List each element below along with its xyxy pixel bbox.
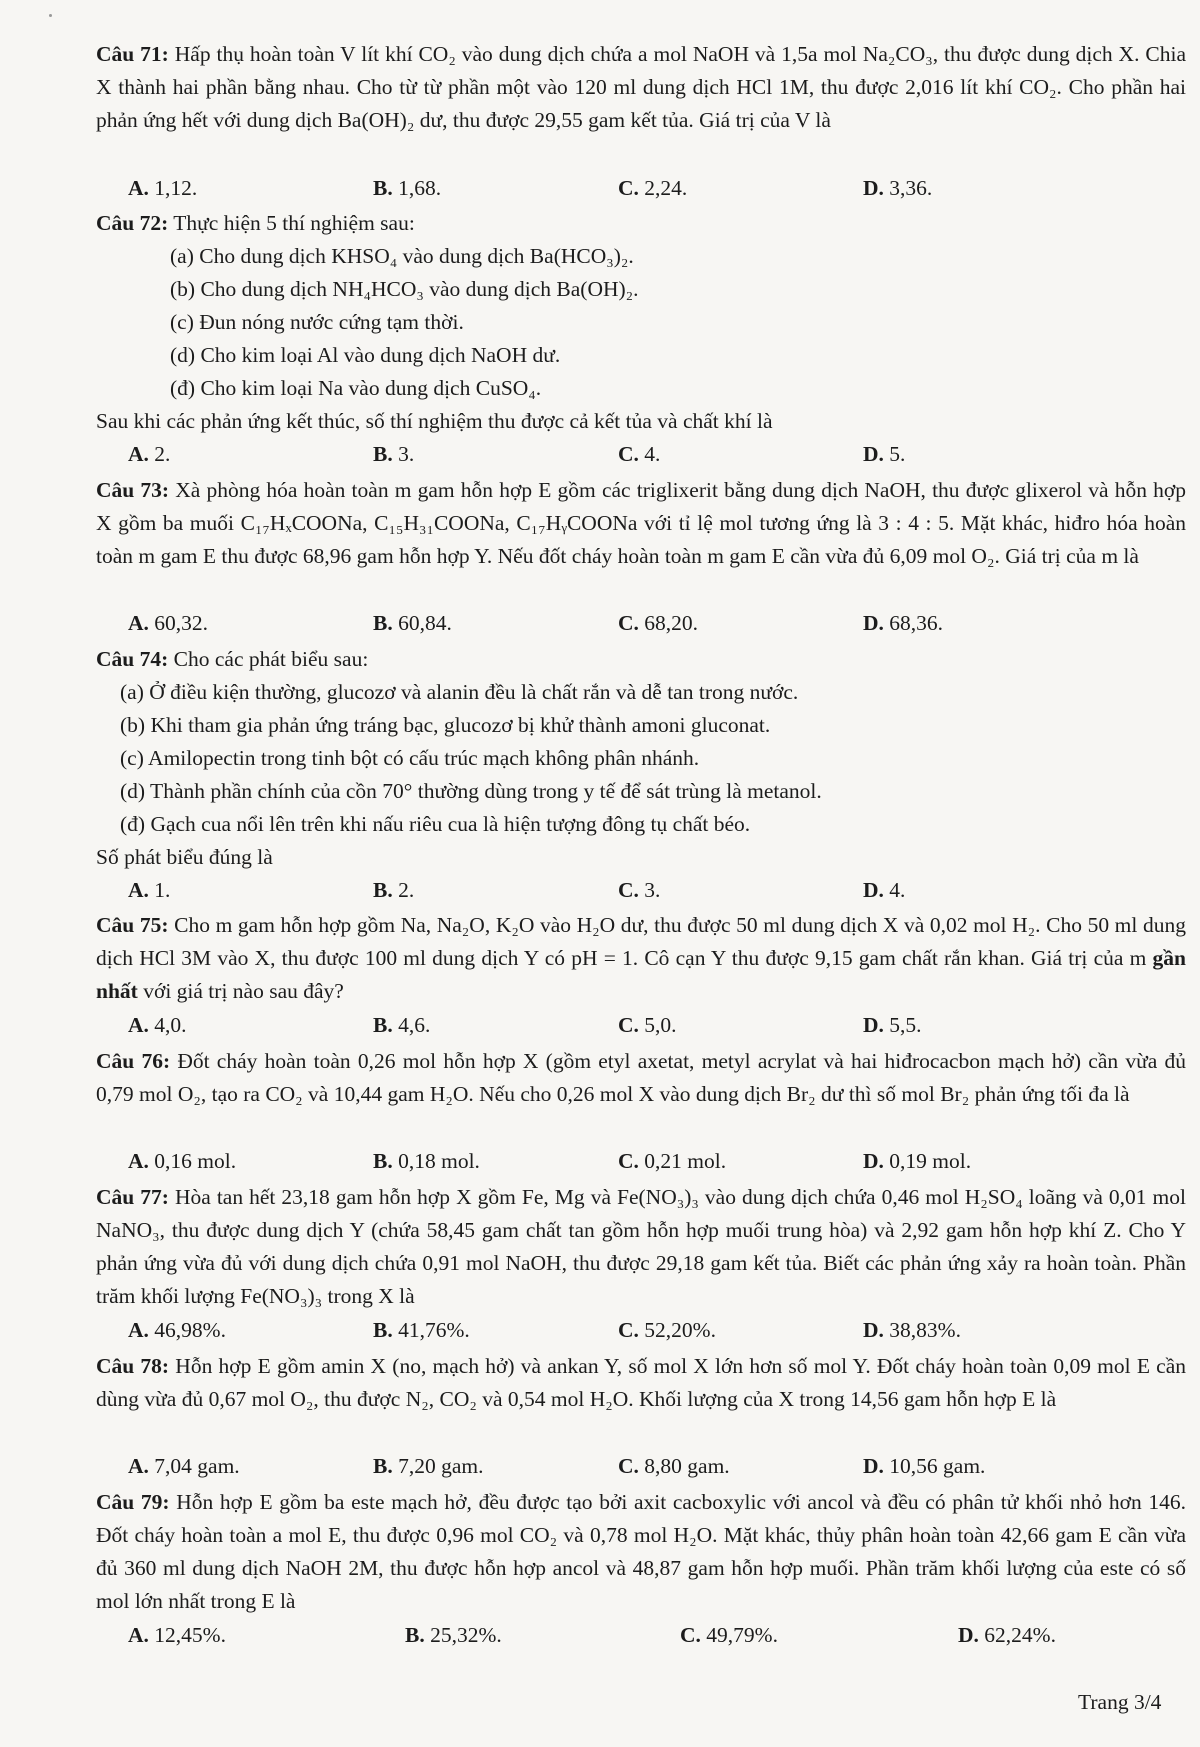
option-a: A. 2.: [128, 442, 171, 466]
statement-dd: (đ) Gạch cua nổi lên trên khi nấu riêu cua là hiện tượng đông tụ chất béo.: [120, 812, 751, 836]
option-a: A. 7,04 gam.: [128, 1454, 240, 1478]
option-b: B. 4,6.: [373, 1013, 431, 1037]
option-b: B. 41,76%.: [373, 1318, 470, 1342]
question-label: Câu 78:: [96, 1354, 170, 1378]
option-a: A. 1,12.: [128, 176, 198, 200]
option-b: B. 1,68.: [373, 176, 442, 200]
statement-d: (d) Thành phần chính của cồn 70° thường dùng trong y tế để sát trùng là metanol.: [120, 779, 822, 803]
option-b: B. 60,84.: [373, 611, 452, 635]
question-text: Hỗn hợp E gồm ba este mạch hở, đều được tạo bởi axit cacboxylic với ancol và đều có phân tử khối nhỏ hơn 146. Đốt cháy hoàn toàn a mol E, thu được 0,96 mol CO₂ và 0,78 mol H₂O. Mặt khác, thủy phân hoàn toàn 42,66 gam E cần vừa đủ 360 ml dung dịch NaOH 2M, thu được hỗn hợp ancol và 48,87 gam hỗn hợp muối. Phần trăm khối lượng của este có số mol lớn nhất trong E là: [96, 1490, 1186, 1613]
statement-a: (a) Ở điều kiện thường, glucozơ và alanin đều là chất rắn và dễ tan trong nước.: [120, 680, 799, 704]
option-c: C. 52,20%.: [618, 1318, 716, 1342]
options-76: [0, 1145, 1200, 1178]
option-a: A. 1.: [128, 878, 171, 902]
option-d: D. 68,36.: [863, 611, 944, 635]
question-text: Hòa tan hết 23,18 gam hỗn hợp X gồm Fe, Mg và Fe(NO₃)₃ vào dung dịch chứa 0,46 mol H₂SO₄ loãng và 0,01 mol NaNO₃, thu được dung dịch Y (chứa 58,45 gam chất tan gồm hỗn hợp muối trung hòa) và 2,92 gam hỗn hợp khí Z. Cho Y phản ứng vừa đủ với dung dịch chứa 0,91 mol NaOH, thu được 29,18 gam kết tủa. Biết các phản ứng xảy ra hoàn toàn. Phần trăm khối lượng Fe(NO₃)₃ trong X là: [96, 1185, 1186, 1308]
question-label: Câu 72:: [96, 211, 169, 235]
question-text: Đốt cháy hoàn toàn 0,26 mol hỗn hợp X (gồm etyl axetat, metyl acrylat và hai hiđrocacbon mạch hở) cần vừa đủ 0,79 mol O₂, tạo ra CO₂ và 10,44 gam H₂O. Nếu cho 0,26 mol X vào dung dịch Br₂ dư thì số mol Br₂ phản ứng tối đa là: [96, 1049, 1186, 1106]
option-c: C. 4.: [618, 442, 661, 466]
question-text: Cho m gam hỗn hợp gồm Na, Na₂O, K₂O vào H₂O dư, thu được 50 ml dung dịch X và 0,02 mol H₂. Cho 50 ml dung dịch HCl 3M vào X, thu được 100 ml dung dịch Y có pH = 1. Cô cạn Y thu được 9,15 gam chất rắn khan. Giá trị của m: [96, 913, 1186, 970]
option-c: C. 49,79%.: [680, 1623, 778, 1647]
option-b: B. 3.: [373, 442, 415, 466]
option-a: A. 12,45%.: [128, 1623, 226, 1647]
option-c: C. 5,0.: [618, 1013, 677, 1037]
question-74-prompt: Số phát biểu đúng là: [96, 845, 273, 869]
option-a: A. 4,0.: [128, 1013, 187, 1037]
question-label: Câu 71:: [96, 42, 169, 66]
question-72-prompt: Sau khi các phản ứng kết thúc, số thí nghiệm thu được cả kết tủa và chất khí là: [96, 409, 773, 433]
page-number: Trang 3/4: [1078, 1690, 1162, 1714]
statement-a: (a) Cho dung dịch KHSO₄ vào dung dịch Ba(HCO₃)₂.: [170, 244, 634, 268]
question-label: Câu 77:: [96, 1185, 169, 1209]
question-text: Hấp thụ hoàn toàn V lít khí CO₂ vào dung dịch chứa a mol NaOH và 1,5a mol Na₂CO₃, thu được dung dịch X. Chia X thành hai phần bằng nhau. Cho từ từ phần một vào 120 ml dung dịch HCl 1M, thu được 2,016 lít khí CO₂. Cho phần hai phản ứng hết với dung dịch Ba(OH)₂ dư, thu được 29,55 gam kết tủa. Giá trị của V là: [96, 42, 1186, 132]
options-72: [0, 438, 1200, 471]
options-71: [0, 172, 1200, 205]
question-text-end: với giá trị nào sau đây?: [137, 979, 344, 1003]
options-73: [0, 607, 1200, 640]
option-d: D. 4.: [863, 878, 906, 902]
question-77: [96, 1181, 1186, 1313]
option-d: D. 3,36.: [863, 176, 933, 200]
option-d: D. 38,83%.: [863, 1318, 961, 1342]
question-text: Cho các phát biểu sau:: [168, 647, 369, 671]
option-b: B. 0,18 mol.: [373, 1149, 480, 1173]
option-d: D. 5,5.: [863, 1013, 922, 1037]
options-74: [0, 874, 1200, 907]
statement-dd: (đ) Cho kim loại Na vào dung dịch CuSO₄.: [170, 376, 542, 400]
question-75: [96, 909, 1186, 1008]
statement-c: (c) Đun nóng nước cứng tạm thời.: [170, 310, 464, 334]
option-c: C. 0,21 mol.: [618, 1149, 727, 1173]
option-a: A. 0,16 mol.: [128, 1149, 237, 1173]
scan-mark: [49, 14, 52, 17]
question-71: [96, 38, 1186, 137]
option-d: D. 10,56 gam.: [863, 1454, 986, 1478]
options-77: [0, 1314, 1200, 1347]
options-79: [0, 1619, 1200, 1652]
statement-b: (b) Khi tham gia phản ứng tráng bạc, glucozơ bị khử thành amoni gluconat.: [120, 713, 771, 737]
option-c: C. 2,24.: [618, 176, 688, 200]
question-text: Thực hiện 5 thí nghiệm sau:: [168, 211, 415, 235]
emphasis-text: gần nhất: [96, 946, 1186, 1003]
question-text: Xà phòng hóa hoàn toàn m gam hỗn hợp E gồm các triglixerit bằng dung dịch NaOH, thu được glixerol và hỗn hợp X gồm ba muối C₁₇HₓCOONa, C₁₅H₃₁COONa, C₁₇HᵧCOONa với tỉ lệ mol tương ứng là 3 : 4 : 5. Mặt khác, hiđro hóa hoàn toàn m gam E thu được 68,96 gam hỗn hợp Y. Nếu đốt cháy hoàn toàn m gam E cần vừa đủ 6,09 mol O₂. Giá trị của m là: [96, 478, 1186, 568]
question-72: [96, 207, 1186, 240]
question-74: [96, 643, 1186, 676]
option-a: A. 60,32.: [128, 611, 209, 635]
question-78: [96, 1350, 1186, 1416]
option-d: D. 62,24%.: [958, 1623, 1056, 1647]
question-text: Hỗn hợp E gồm amin X (no, mạch hở) và ankan Y, số mol X lớn hơn số mol Y. Đốt cháy hoàn toàn 0,09 mol E cần dùng vừa đủ 0,67 mol O₂, thu được N₂, CO₂ và 0,54 mol H₂O. Khối lượng của X trong 14,56 gam hỗn hợp E là: [96, 1354, 1186, 1411]
question-label: Câu 79:: [96, 1490, 170, 1514]
question-label: Câu 76:: [96, 1049, 171, 1073]
options-78: [0, 1450, 1200, 1483]
option-c: C. 8,80 gam.: [618, 1454, 730, 1478]
option-b: B. 2.: [373, 878, 415, 902]
option-b: B. 25,32%.: [405, 1623, 502, 1647]
option-c: C. 68,20.: [618, 611, 699, 635]
question-79: [96, 1486, 1186, 1618]
question-label: Câu 74:: [96, 647, 169, 671]
question-73: [96, 474, 1186, 573]
option-a: A. 46,98%.: [128, 1318, 226, 1342]
statement-d: (d) Cho kim loại Al vào dung dịch NaOH dư.: [170, 343, 561, 367]
statement-c: (c) Amilopectin trong tinh bột có cấu trúc mạch không phân nhánh.: [120, 746, 700, 770]
options-75: [0, 1009, 1200, 1042]
option-d: D. 5.: [863, 442, 906, 466]
question-label: Câu 73:: [96, 478, 170, 502]
question-label: Câu 75:: [96, 913, 169, 937]
statement-b: (b) Cho dung dịch NH₄HCO₃ vào dung dịch Ba(OH)₂.: [170, 277, 639, 301]
option-d: D. 0,19 mol.: [863, 1149, 972, 1173]
question-76: [96, 1045, 1186, 1111]
option-b: B. 7,20 gam.: [373, 1454, 484, 1478]
option-c: C. 3.: [618, 878, 661, 902]
